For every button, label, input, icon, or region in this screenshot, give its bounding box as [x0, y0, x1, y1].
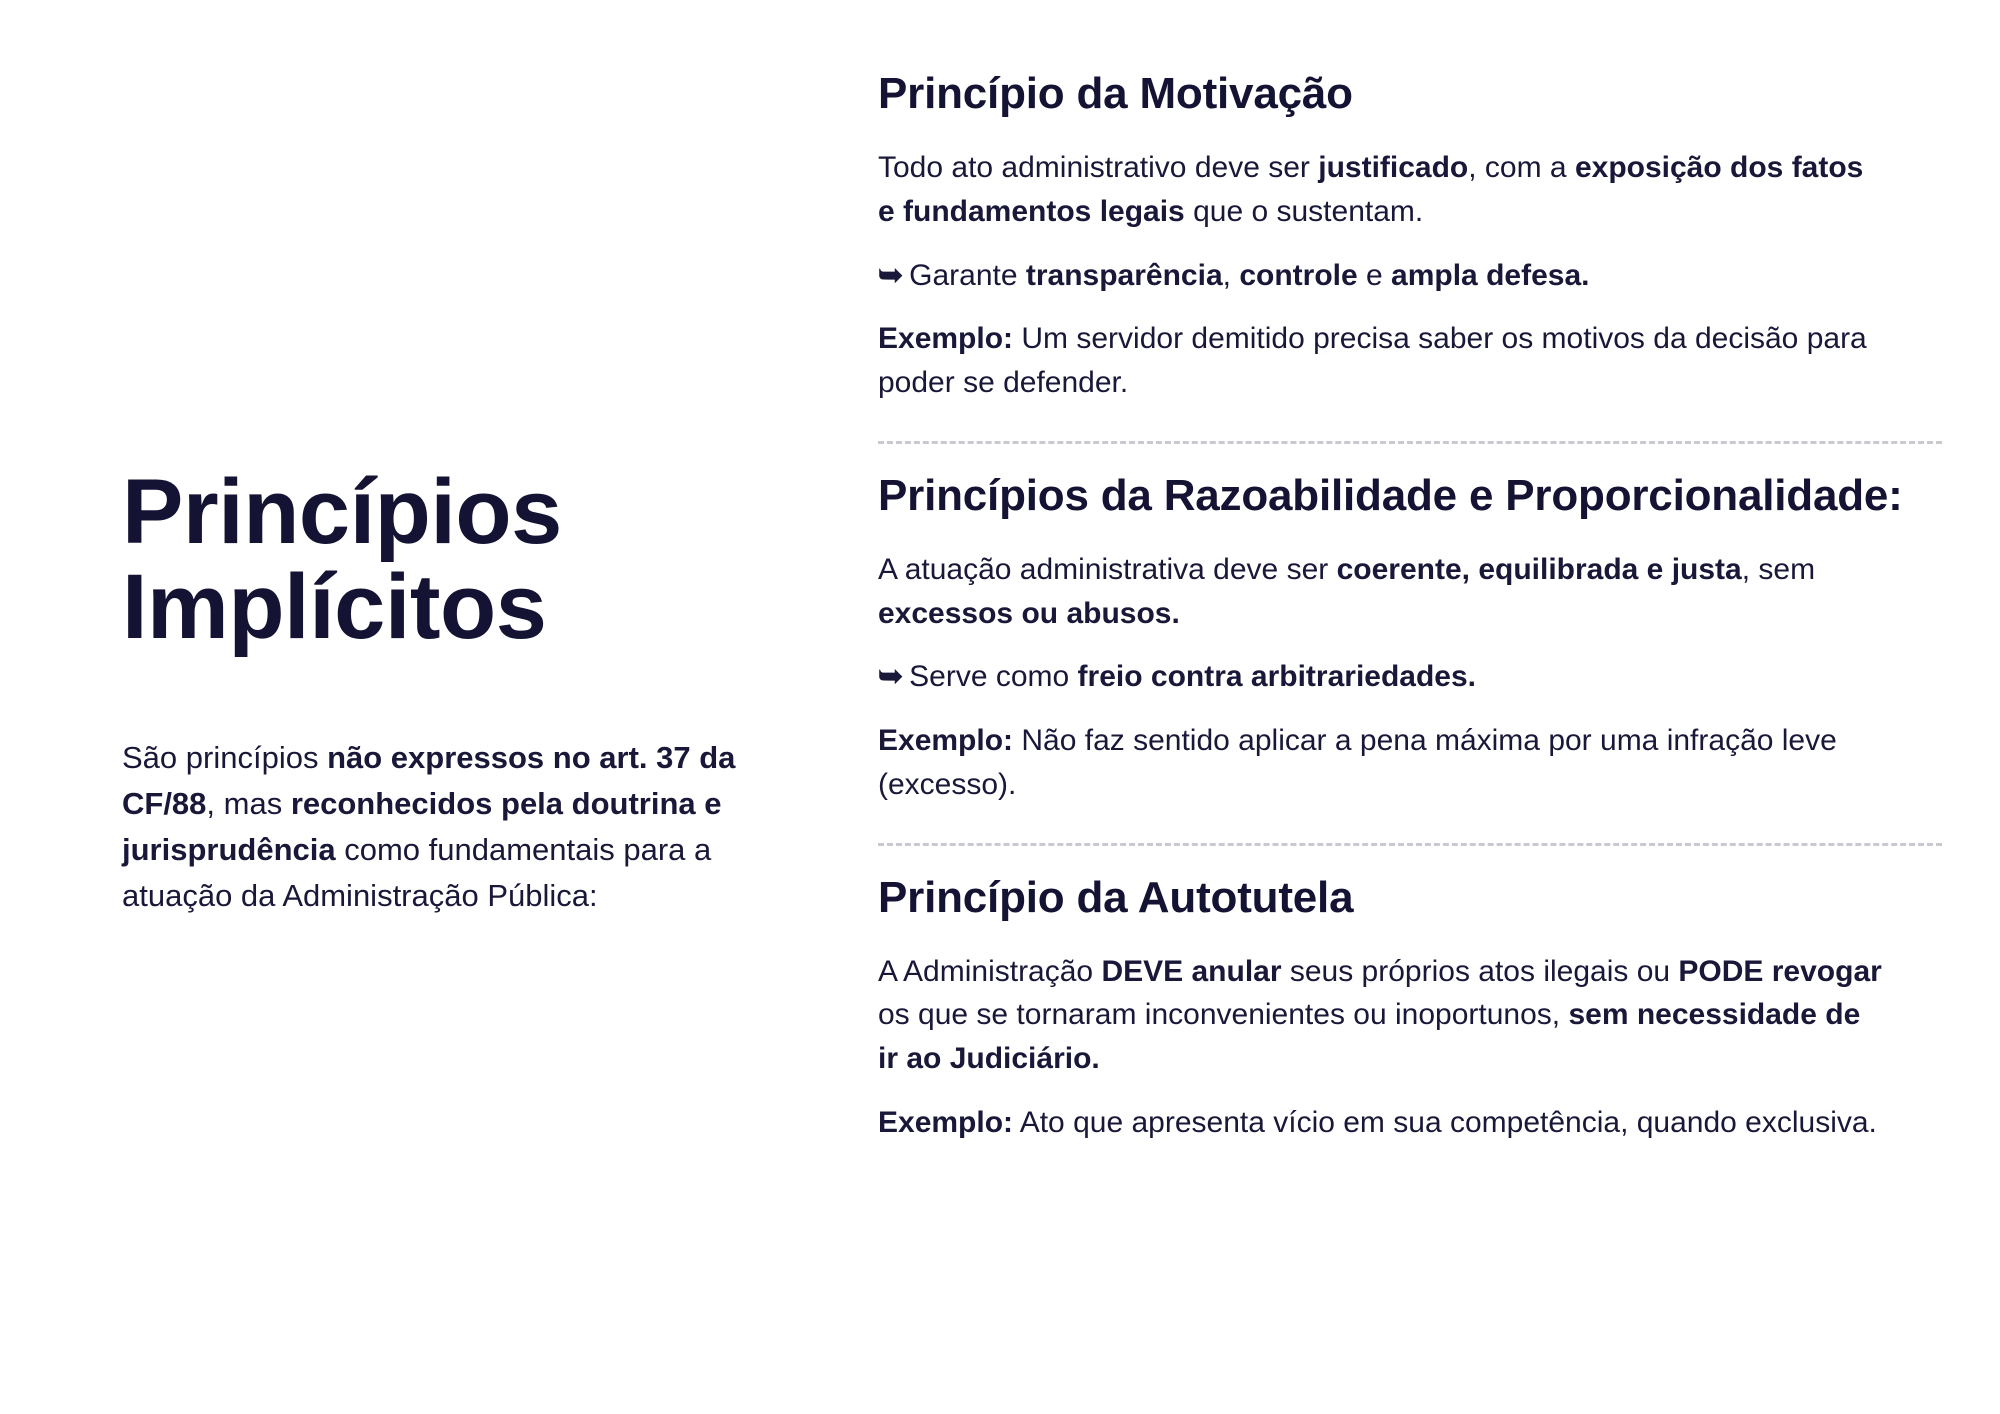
section-title-motivacao: Princípio da Motivação — [878, 69, 1353, 118]
section-example-razoabilidade — [878, 719, 1908, 807]
section-title-autotutela: Princípio da Autotutela — [878, 872, 1354, 922]
section-body-motivacao: Todo ato administrativo deve ser justificado, com a exposição dos fatos e fundamentos legais que o sustentam. — [878, 150, 1864, 228]
example-text: Ato que apresenta vício em sua competência, quando exclusiva. — [1013, 1106, 1877, 1140]
section-body-autotutela: A Administração DEVE anular seus próprios atos ilegais ou PODE revogar os que se tornaram inconvenientes ou inoportunos, sem necessidade de ir ao Judiciário. — [878, 954, 1882, 1076]
example-label: Exemplo: — [878, 1106, 1014, 1140]
arrow-text: Serve como freio contra arbitrariedades. — [909, 660, 1477, 694]
section-example-motivacao — [878, 317, 1908, 405]
section-autotutela — [878, 872, 1942, 1149]
section-example-autotutela — [878, 1101, 1908, 1145]
example-text: Não faz sentido aplicar a pena máxima por uma infração leve (excesso). — [878, 724, 1837, 801]
intro-paragraph: São princípios não expressos no art. 37 da CF/88, mas reconhecidos pela doutrina e jurisprudência como fundamentais para a atuação da Administração Pública: — [122, 739, 736, 913]
left-column — [0, 0, 800, 1414]
section-motivacao — [878, 68, 1942, 409]
page-title — [122, 460, 740, 659]
section-divider-2 — [878, 843, 1942, 846]
section-highlight-motivacao — [878, 254, 1942, 298]
example-label: Exemplo: — [878, 322, 1014, 356]
example-text: Um servidor demitido precisa saber os motivos da decisão para poder se defender. — [878, 322, 1867, 400]
section-razoabilidade — [878, 470, 1942, 811]
right-column — [800, 0, 2000, 1414]
arrow-icon: ➥ — [878, 660, 904, 694]
example-label: Exemplo: — [878, 724, 1014, 758]
section-title-razoabilidade: Princípios da Razoabilidade e Proporcionalidade: — [878, 470, 1903, 520]
section-divider-1 — [878, 441, 1942, 444]
arrow-text: Garante transparência, controle e ampla defesa. — [909, 258, 1590, 292]
page-title-line-1: Princípios — [122, 460, 562, 563]
arrow-icon: ➥ — [878, 258, 904, 292]
section-body-razoabilidade: A atuação administrativa deve ser coerente, equilibrada e justa, sem excessos ou abusos. — [878, 552, 1816, 630]
section-highlight-razoabilidade — [878, 655, 1942, 699]
page-title-line-2: Implícitos — [122, 556, 547, 659]
